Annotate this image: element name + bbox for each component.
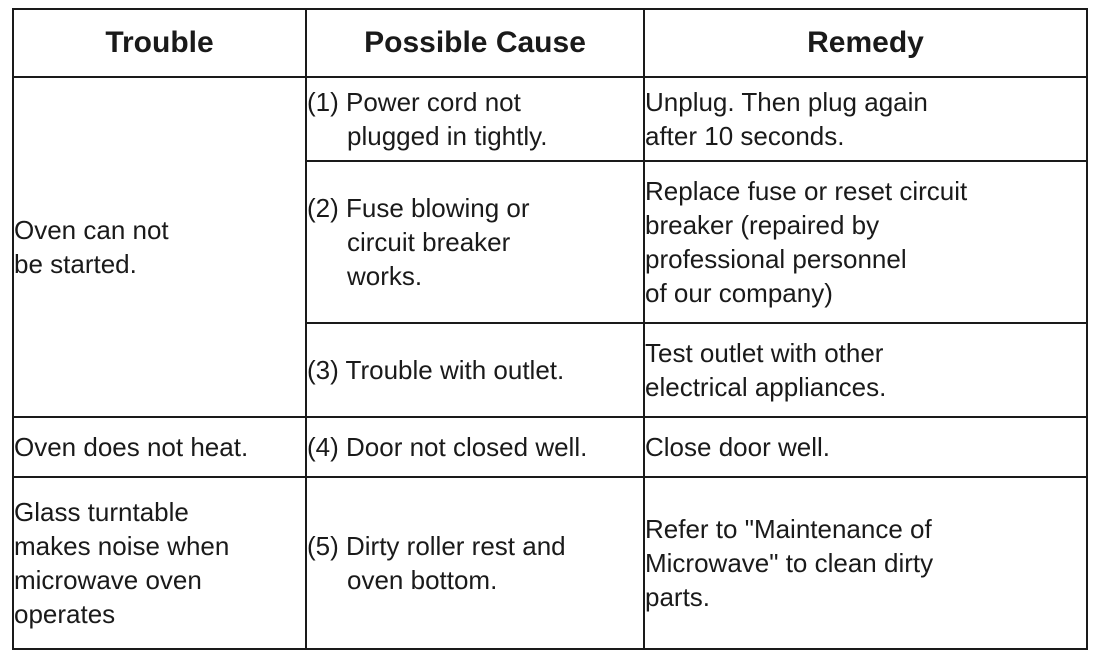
cause-text: (1) Power cord not plugged in tightly. bbox=[307, 87, 548, 151]
trouble-text: Oven does not heat. bbox=[14, 432, 249, 462]
header-row bbox=[13, 9, 1087, 77]
cause-cell bbox=[306, 417, 644, 477]
trouble-text: Oven can not be started. bbox=[14, 215, 169, 279]
remedy-cell bbox=[644, 77, 1087, 161]
trouble-text: Glass turntable makes noise when microwave oven operates bbox=[14, 497, 230, 629]
remedy-cell bbox=[644, 477, 1087, 649]
cause-cell bbox=[306, 161, 644, 323]
remedy-text: Unplug. Then plug again after 10 seconds. bbox=[645, 87, 928, 151]
cause-text: (5) Dirty roller rest and oven bottom. bbox=[307, 531, 566, 595]
cause-cell bbox=[306, 477, 644, 649]
cause-text: (2) Fuse blowing or circuit breaker works. bbox=[307, 193, 530, 291]
remedy-text: Refer to "Maintenance of Microwave" to clean dirty parts. bbox=[645, 514, 934, 612]
remedy-cell bbox=[644, 161, 1087, 323]
remedy-text: Close door well. bbox=[645, 432, 830, 462]
remedy-text: Test outlet with other electrical appliances. bbox=[645, 338, 887, 402]
table-row bbox=[13, 417, 1087, 477]
trouble-cell bbox=[13, 417, 306, 477]
header-possible-cause: Possible Cause bbox=[306, 9, 644, 77]
cause-cell bbox=[306, 77, 644, 161]
trouble-cell bbox=[13, 77, 306, 417]
table-row bbox=[13, 477, 1087, 649]
header-remedy: Remedy bbox=[644, 9, 1087, 77]
troubleshooting-table bbox=[12, 8, 1088, 650]
cause-cell bbox=[306, 323, 644, 417]
table-row bbox=[13, 77, 1087, 161]
header-trouble: Trouble bbox=[13, 9, 306, 77]
remedy-text: Replace fuse or reset circuit breaker (repaired by professional personnel of our company) bbox=[645, 176, 968, 308]
cause-text: (3) Trouble with outlet. bbox=[307, 355, 565, 385]
troubleshooting-table-wrapper bbox=[12, 8, 1088, 650]
remedy-cell bbox=[644, 323, 1087, 417]
trouble-cell bbox=[13, 477, 306, 649]
remedy-cell bbox=[644, 417, 1087, 477]
cause-text: (4) Door not closed well. bbox=[307, 432, 588, 462]
